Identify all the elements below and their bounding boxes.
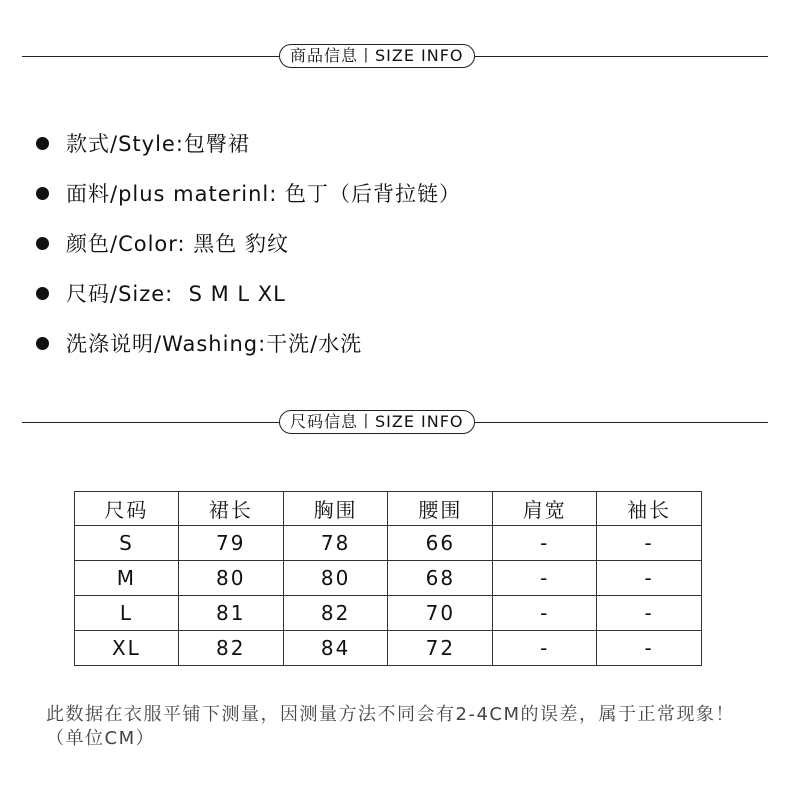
table-cell: 81: [178, 596, 283, 631]
table-cell: M: [75, 561, 179, 596]
product-info-header: [22, 44, 768, 70]
measurement-note: 此数据在衣服平铺下测量，因测量方法不同会有2-4CM的误差，属于正常现象！（单位CM）: [46, 704, 735, 749]
spec-color: [36, 218, 736, 268]
table-cell: 66: [388, 526, 493, 561]
table-row: [75, 631, 702, 666]
spec-fabric-text: 面料/plus materinl: 色丁（后背拉链）: [66, 182, 462, 206]
table-cell: 79: [178, 526, 283, 561]
table-cell: -: [597, 631, 702, 666]
spec-color-text: 颜色/Color: 黑色 豹纹: [66, 232, 289, 256]
table-cell: 80: [283, 561, 388, 596]
spec-size-text: 尺码/Size: S M L XL: [66, 282, 286, 306]
spec-washing-text: 洗涤说明/Washing:干洗/水洗: [66, 332, 363, 356]
column-header: 胸围: [283, 492, 388, 526]
bullet-icon: [36, 237, 49, 250]
column-header: 袖长: [597, 492, 702, 526]
table-row: [75, 596, 702, 631]
table-cell: 78: [283, 526, 388, 561]
bullet-icon: [36, 287, 49, 300]
table-cell: 82: [283, 596, 388, 631]
table-cell: -: [493, 526, 597, 561]
size-info-title: 尺码信息丨SIZE INFO: [279, 410, 475, 434]
bullet-icon: [36, 137, 49, 150]
column-header: 腰围: [388, 492, 493, 526]
column-header: 尺码: [75, 492, 179, 526]
spec-list: [36, 118, 736, 368]
table-cell: XL: [75, 631, 179, 666]
table-cell: 82: [178, 631, 283, 666]
spec-style: [36, 118, 736, 168]
bullet-icon: [36, 337, 49, 350]
table-cell: 80: [178, 561, 283, 596]
spec-fabric: [36, 168, 736, 218]
product-info-title: 商品信息丨SIZE INFO: [279, 44, 475, 68]
table-row: [75, 561, 702, 596]
size-table: [74, 491, 702, 666]
spec-style-text: 款式/Style:包臀裙: [66, 132, 250, 156]
table-cell: -: [493, 561, 597, 596]
table-cell: S: [75, 526, 179, 561]
table-cell: 84: [283, 631, 388, 666]
spec-size: [36, 268, 736, 318]
column-header: 肩宽: [493, 492, 597, 526]
table-cell: L: [75, 596, 179, 631]
table-cell: 68: [388, 561, 493, 596]
spec-washing: [36, 318, 736, 368]
table-cell: -: [597, 561, 702, 596]
table-cell: 72: [388, 631, 493, 666]
table-cell: -: [493, 631, 597, 666]
table-cell: -: [493, 596, 597, 631]
table-row: [75, 526, 702, 561]
table-cell: -: [597, 596, 702, 631]
table-cell: 70: [388, 596, 493, 631]
size-info-header: [22, 410, 768, 436]
table-cell: -: [597, 526, 702, 561]
column-header: 裙长: [178, 492, 283, 526]
bullet-icon: [36, 187, 49, 200]
table-header-row: [75, 492, 702, 526]
